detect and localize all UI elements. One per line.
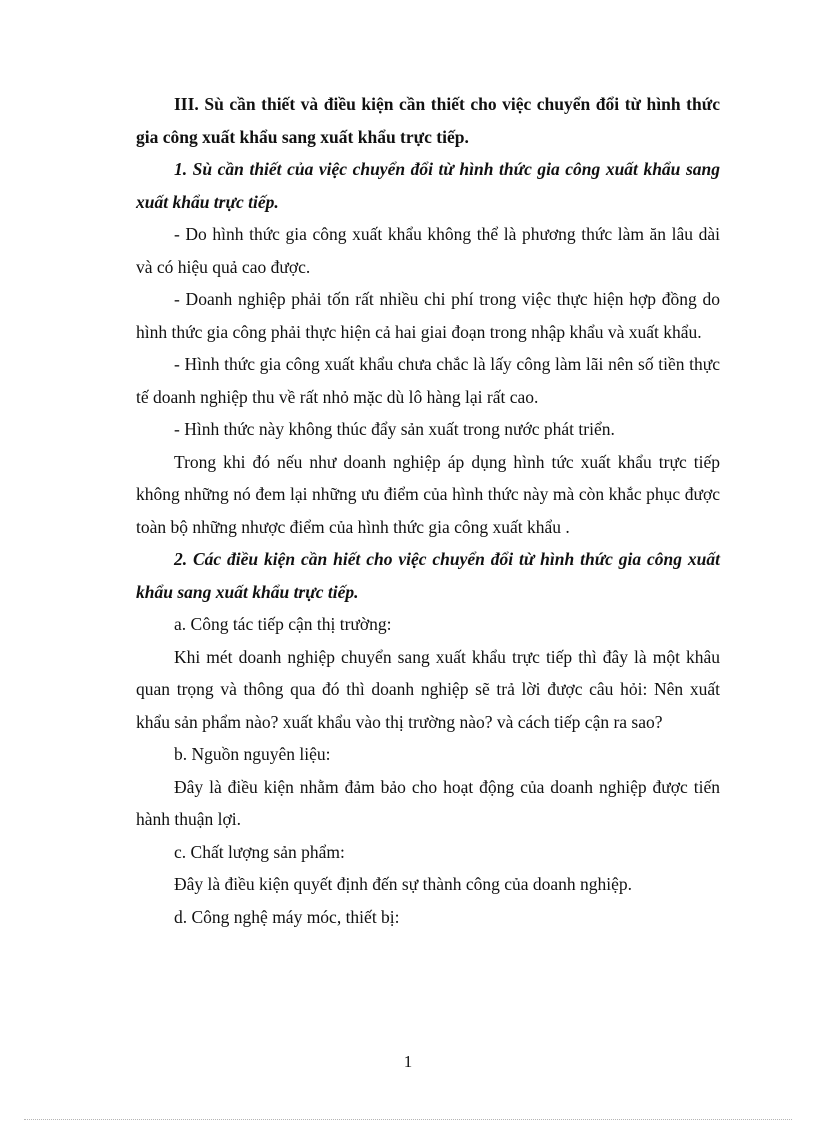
section-1-bullet: - Hình thức gia công xuất khẩu chưa chắc là lấy công làm lãi nên số tiền thực tế doanh nghiệp thu về rất nhỏ mặc dù lô hàng lại rất cao. — [136, 354, 720, 407]
document-page — [136, 88, 720, 933]
item-b-label: b. Nguồn nguyên liệu: — [174, 744, 331, 764]
footer-divider — [24, 1119, 792, 1120]
section-1-bullet: - Do hình thức gia công xuất khẩu không thể là phương thức làm ăn lâu dài và có hiệu quả cao được. — [136, 224, 720, 277]
section-1-bullet: - Hình thức này không thúc đẩy sản xuất trong nước phát triển. — [174, 419, 615, 439]
item-a-text: Khi mét doanh nghiệp chuyển sang xuất khẩu trực tiếp thì đây là một khâu quan trọng và thông qua đó thì doanh nghiệp sẽ trả lời được câu hỏi: Nên xuất khẩu sản phẩm nào? xuất khẩu vào thị trường nào? và cách tiếp cận ra sao? — [136, 646, 720, 732]
item-c-text: Đây là điều kiện quyết định đến sự thành công của doanh nghiệp. — [174, 874, 633, 894]
item-d-label: d. Công nghệ máy móc, thiết bị: — [174, 906, 400, 927]
item-b-text: Đây là điều kiện nhằm đảm bảo cho hoạt động của doanh nghiệp được tiến hành thuận lợi. — [136, 776, 720, 829]
section-1-conclusion: Trong khi đó nếu như doanh nghiệp áp dụng hình tức xuất khẩu trực tiếp không những nó đem lại những ưu điểm của hình thức này mà còn khắc phục được toàn bộ những nhược điểm của hình thức gia công xuất khẩu . — [136, 451, 720, 537]
section-heading: III. Sù cần thiết và điều kiện cần thiết cho việc chuyển đổi từ hình thức gia công xuất khẩu sang xuất khẩu trực tiếp. — [136, 94, 720, 147]
section-2-title: 2. Các điều kiện cần hiết cho việc chuyển đổi từ hình thức gia công xuất khẩu sang xuất khẩu trực tiếp. — [136, 549, 720, 602]
section-1-title: 1. Sù cần thiết của việc chuyển đổi từ hình thức gia công xuất khẩu sang xuất khẩu trực tiếp. — [136, 159, 720, 212]
item-c-label: c. Chất lượng sản phẩm: — [174, 841, 345, 862]
page-number: 1 — [403, 1052, 413, 1071]
section-1-bullet: - Doanh nghiệp phải tốn rất nhiều chi phí trong việc thực hiện hợp đồng do hình thức gia công phải thực hiện cả hai giai đoạn trong nhập khẩu và xuất khẩu. — [136, 289, 720, 342]
item-a-label: a. Công tác tiếp cận thị trường: — [174, 614, 392, 634]
